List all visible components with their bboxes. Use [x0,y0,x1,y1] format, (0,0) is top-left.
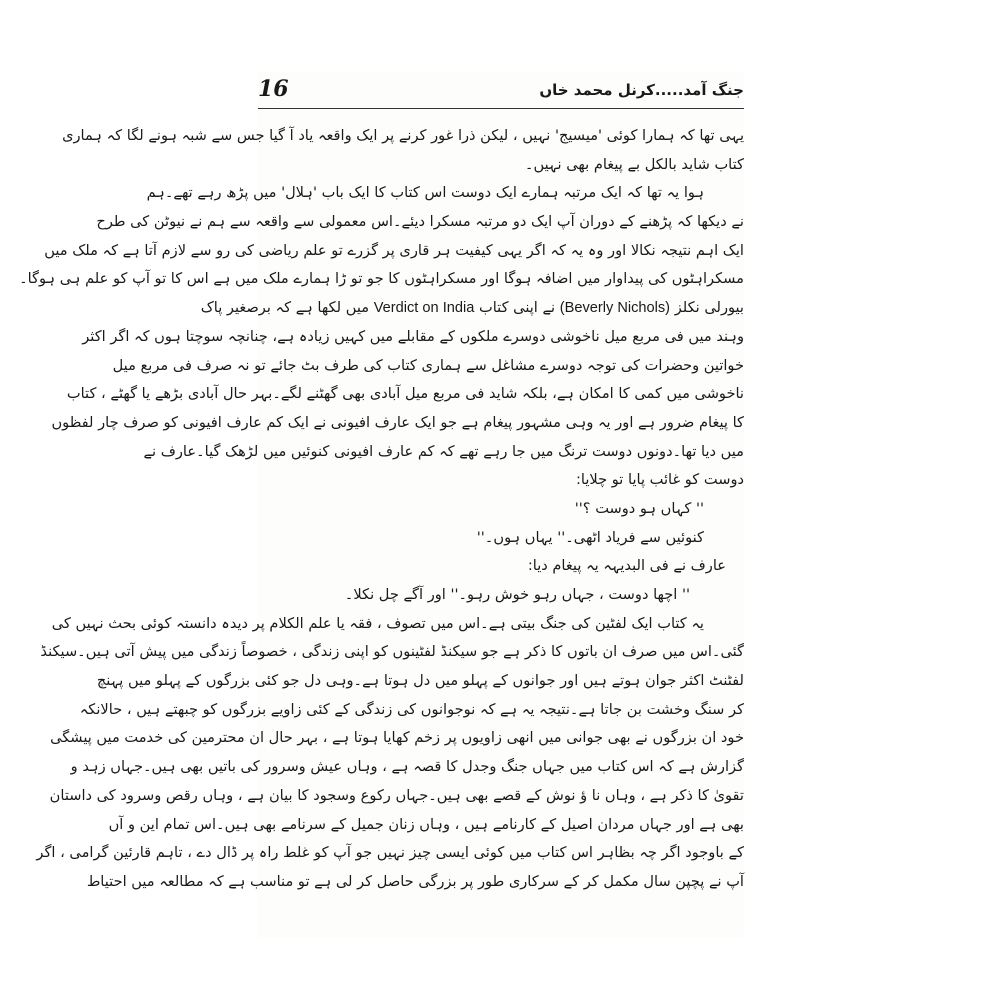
text-line: خود ان بزرگوں نے بھی جوانی میں انھی زاویوں پر زخم کھایا ہوتا ہے ، بہر حال ان محترمین کی خدمت میں پیشگی [50,729,744,747]
text-line: مسکراہٹوں کی پیداوار میں اضافہ ہوگا اور مسکراہٹوں کا جو تو ڑا ہمارے ملک میں ہے اس کا تو آپ کو علم ہی ہوگا۔ [19,270,744,288]
text-line: تقویٰ کا ذکر ہے ، وہاں نا ؤ نوش کے قصے بھی ہیں۔جہاں رکوع وسجود کا بیان ہے ، وہاں رقص وسرود کی داستان [49,786,744,804]
text-line: لفٹنٹ اکثر جوان ہوتے ہیں اور جوانوں کے پہلو میں دل ہوتا ہے۔وہی دل جو کئی بزرگوں کے پہلو میں پہنچ [96,672,744,690]
text-line: خواتین وحضرات کی توجہ دوسرے مشاغل سے ہماری کتاب کی طرف بٹ جائے تو نہ صرف فی مربع میل [112,356,744,374]
text-line-mixed [200,294,744,323]
quote-line: عارف نے فی البدیہہ یہ پیغام دیا: [527,557,726,575]
text-segment: نے اپنی کتاب [478,299,556,317]
text-line: نے دیکھا کہ پڑھنے کے دوران آپ ایک دو مرتبہ مسکرا دیئے۔اس معمولی سے واقعہ سے ہم نے نیوٹن کی طرح [96,213,744,231]
author-name-latin: (Beverly Nichols) [559,300,671,317]
text-line: بھی ہے اور جہاں مردان اصیل کے کارنامے ہیں ، وہاں زنان جمیل کے سرنامے بھی ہیں۔اس تمام این و آں [108,815,744,833]
text-line: ہوا یہ تھا کہ ایک مرتبہ ہمارے ایک دوست اس کتاب کا ایک باب 'ہلال' میں پڑھ رہے تھے۔ہم [146,184,704,202]
header-title: جنگ آمد.....کرنل محمد خاں [539,81,744,99]
text-line: گزارش ہے کہ اس کتاب میں جہاں جنگ وجدل کا قصہ ہے ، وہاں عیش وسرور کی باتیں بھی ہیں۔جہاں زہد و [70,758,744,776]
text-line: کے باوجود اگر چہ بظاہر اس کتاب میں کوئی ایسی چیز نہیں جو آپ کو غلط راہ پر ڈال دے ، تاہم قارئین گرامی ، اگر [36,844,744,862]
text-line: گئی۔اس میں صرف ان باتوں کا ذکر ہے جو سیکنڈ لفٹینوں کو اپنی زندگی ، خصوصاً زندگی میں پیش آتی ہیں۔سیکنڈ [40,643,744,661]
page-number: 16 [258,76,289,102]
text-line: ناخوشی میں کمی کا امکان ہے، بلکہ شاید فی مربع میل آبادی بھی گھٹنے لگے۔بہر حال آبادی بڑھے یا گھٹے ، کتاب [66,385,744,403]
text-line: یہ کتاب ایک لفٹین کی جنگ بیتی ہے۔اس میں تصوف ، فقہ یا علم الکلام پر دیدہ دانستہ کوئی بحث نہیں کی [51,614,704,632]
text-segment: میں لکھا ہے کہ برصغیر پاک [200,299,370,317]
text-line: آپ نے پچپن سال مکمل کر کے سرکاری طور پر بزرگی حاصل کر لی ہے تو مناسب ہے کہ مطالعہ میں احتیاط [86,872,744,890]
quote-line: '' اچھا دوست ، جہاں رہو خوش رہو۔'' اور آگے چل نکلا۔ [344,586,690,603]
text-line: ایک اہم نتیجہ نکالا اور وہ یہ کہ اگر یہی کیفیت ہر قاری پر گزرے تو علم ریاضی کی رو سے لازم آتا ہے کہ ملک میں [44,241,744,259]
text-line: میں دیا تھا۔دونوں دوست ترنگ میں جا رہے تھے کہ کم عارف افیونی کنوئیں میں لڑھک گیا۔عارف نے [143,442,744,460]
text-line: دوست کو غائب پایا تو چلایا: [575,471,744,489]
text-line: کر سنگ وخشت بن جاتا ہے۔نتیجہ یہ ہے کہ نوجوانوں کی زندگی کے کئی زاویے بزرگوں کو چبھتے ہیں ، حالانکہ [79,700,744,718]
text-line: یہی تھا کہ ہمارا کوئی 'میسیج' نہیں ، لیکن ذرا غور کرنے پر ایک واقعہ یاد آ گیا جس سے شبہ ہونے لگا کہ ہماری [62,127,744,144]
body-text [19,122,744,897]
quote-line: '' کہاں ہو دوست ؟'' [574,499,704,517]
book-title-latin: Verdict on India [373,300,475,317]
text-line: وہند میں فی مربع میل ناخوشی دوسرے ملکوں کے مقابلے میں کہیں زیادہ ہے، چنانچہ سوچتا ہوں کہ اگر اکثر [82,327,744,345]
running-header [258,74,744,109]
quote-line: کنوئیں سے فریاد اٹھی۔'' یہاں ہوں۔'' [476,528,704,546]
text-line: کتاب شاید بالکل بے پیغام بھی نہیں۔ [524,155,744,173]
text-line: کا پیغام ضرور ہے اور یہ وہی مشہور پیغام ہے جو ایک عارف افیونی نے ایک کم عارف افیونی کو صرف چار لفظوں [51,413,744,431]
book-page [19,72,744,938]
text-segment: بیورلی نکلز [674,299,744,317]
